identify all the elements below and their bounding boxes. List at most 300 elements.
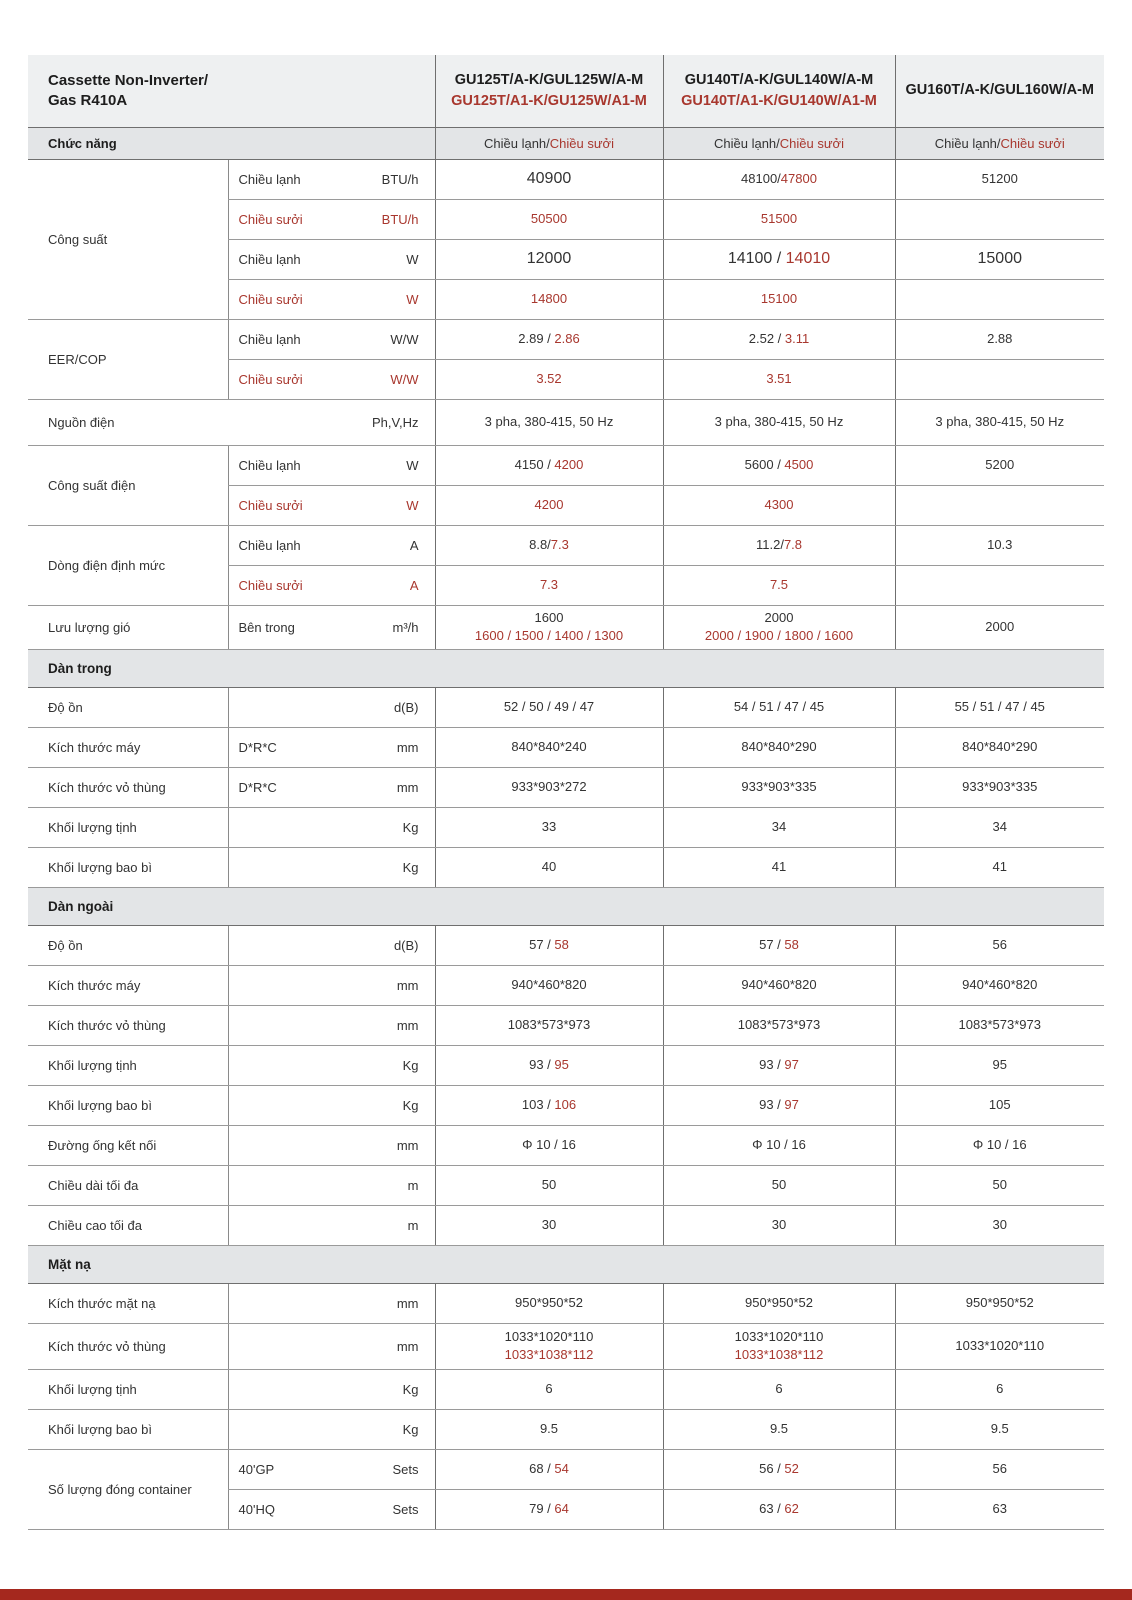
value-text: 5200 — [985, 457, 1015, 473]
model-1-variant: GU125T/A1-K/GU125W/A1-M — [451, 92, 647, 109]
value-text-heating: 50500 — [530, 211, 568, 227]
value-cell-model-1 — [435, 687, 663, 727]
value-cell-model-3 — [895, 1489, 1104, 1529]
row-label: Độ ồn — [28, 687, 228, 727]
value-line — [436, 330, 663, 348]
value-line — [436, 210, 663, 228]
value-text-heating: 7.8 — [783, 537, 803, 553]
function-value-3 — [895, 127, 1104, 159]
value-text-heating: 7.3 — [539, 577, 559, 593]
value-line — [436, 290, 663, 308]
value-text: 55 / 51 / 47 / 45 — [954, 699, 1045, 715]
value-line — [664, 370, 895, 388]
row-sublabel: D*R*C — [238, 779, 277, 795]
row-sublabel: Chiều sưởi — [238, 577, 303, 593]
row-sublabel-unit — [228, 965, 435, 1005]
value-text: 1033*1020*110 — [734, 1329, 824, 1345]
table-row — [28, 1409, 1104, 1449]
row-label: EER/COP — [28, 319, 228, 399]
table-row — [28, 399, 1104, 445]
value-text: 48100/ — [741, 171, 781, 187]
value-line — [896, 936, 1105, 954]
value-cell-model-1 — [435, 485, 663, 525]
value-cell-model-1 — [435, 199, 663, 239]
value-cell-model-2 — [663, 159, 895, 199]
row-sublabel: Chiều sưởi — [238, 497, 303, 513]
row-label — [28, 399, 435, 445]
value-text: 933*903*272 — [511, 779, 587, 795]
value-line — [664, 976, 895, 994]
value-line — [896, 248, 1105, 270]
value-line — [664, 818, 895, 836]
value-line — [436, 698, 663, 716]
row-label: Kích thước vỏ thùng — [28, 1323, 228, 1369]
model-3-name: GU160T/A-K/GUL160W/A-M — [905, 82, 1095, 99]
value-cell-model-3 — [895, 727, 1104, 767]
row-sublabel-unit — [228, 359, 435, 399]
value-cell-model-3 — [895, 1205, 1104, 1245]
section-header-row — [28, 649, 1104, 687]
value-line — [896, 1136, 1105, 1154]
value-text: 950*950*52 — [745, 1295, 813, 1311]
row-sublabel-unit — [228, 1449, 435, 1489]
row-unit: Kg — [402, 1421, 419, 1437]
value-text: 93 / — [529, 1057, 555, 1073]
value-cell-model-1 — [435, 525, 663, 565]
value-cell-model-3 — [895, 485, 1104, 525]
row-unit: W — [406, 457, 419, 473]
value-text: 2000 — [985, 619, 1015, 635]
value-text-heating: 2000 / 1900 / 1800 / 1600 — [704, 628, 854, 643]
value-cell-model-1 — [435, 1045, 663, 1085]
value-line — [436, 248, 663, 270]
value-cell-model-1 — [435, 965, 663, 1005]
row-sublabel-unit — [228, 925, 435, 965]
row-label: Đường ống kết nối — [28, 1125, 228, 1165]
row-sublabel-unit — [228, 1323, 435, 1369]
value-text: 933*903*335 — [962, 779, 1038, 795]
value-text: 933*903*335 — [741, 779, 817, 795]
row-label-text: Nguồn điện — [48, 414, 115, 430]
value-cell-model-2 — [663, 485, 895, 525]
value-line — [896, 1016, 1105, 1034]
value-text: 1083*573*973 — [958, 1017, 1041, 1033]
value-line — [896, 1176, 1105, 1194]
value-line — [896, 1216, 1105, 1234]
value-text: 940*460*820 — [511, 977, 587, 993]
row-unit: W/W — [390, 331, 419, 347]
value-cell-model-3 — [895, 925, 1104, 965]
value-cell-model-1 — [435, 1125, 663, 1165]
row-label: Khối lượng bao bì — [28, 847, 228, 887]
value-cell-model-1 — [435, 847, 663, 887]
section-header-label: Dàn ngoài — [28, 887, 1104, 925]
value-text: 1083*573*973 — [507, 1017, 591, 1033]
value-line — [664, 576, 895, 594]
row-unit: m³/h — [392, 619, 419, 635]
value-cell-model-1 — [435, 727, 663, 767]
function-cooling-label: Chiều lạnh/ — [714, 135, 780, 151]
value-cell-model-2 — [663, 399, 895, 445]
value-text: 6 — [996, 1381, 1004, 1397]
value-cell-model-2 — [663, 727, 895, 767]
value-text: 9.5 — [769, 1421, 789, 1437]
row-unit: d(B) — [393, 937, 419, 953]
value-text-heating: 62 — [784, 1501, 799, 1517]
row-unit: BTU/h — [381, 171, 419, 187]
value-text: 56 / — [759, 1461, 785, 1477]
value-text: 33 — [541, 819, 557, 835]
value-line — [896, 1380, 1105, 1398]
value-line — [664, 609, 895, 627]
value-line — [896, 330, 1105, 348]
function-heating-label: Chiều sưởi — [549, 135, 614, 151]
row-sublabel: 40'HQ — [238, 1501, 275, 1517]
value-line — [436, 627, 663, 645]
value-line — [664, 413, 895, 431]
value-cell-model-2 — [663, 925, 895, 965]
value-text: 68 / — [529, 1461, 555, 1477]
value-text-heating: 106 — [554, 1097, 577, 1113]
value-cell-model-1 — [435, 359, 663, 399]
row-sublabel: Bên trong — [238, 619, 295, 635]
table-row — [28, 1045, 1104, 1085]
value-text-heating: 1033*1038*112 — [734, 1347, 824, 1362]
row-sublabel: Chiều lạnh — [238, 251, 301, 267]
row-sublabel-unit — [228, 1005, 435, 1045]
row-sublabel: D*R*C — [238, 739, 277, 755]
value-line — [436, 818, 663, 836]
value-text: 52 / 50 / 49 / 47 — [503, 699, 595, 715]
value-cell-model-3 — [895, 1005, 1104, 1045]
value-line — [436, 976, 663, 994]
value-text: 56 — [992, 937, 1007, 953]
value-line — [436, 536, 663, 554]
value-line — [664, 330, 895, 348]
value-line — [436, 168, 663, 190]
row-sublabel-unit — [228, 525, 435, 565]
value-text-heating: 52 — [784, 1461, 799, 1477]
value-line — [896, 698, 1105, 716]
value-cell-model-1 — [435, 1205, 663, 1245]
value-cell-model-1 — [435, 1449, 663, 1489]
row-unit: mm — [396, 1017, 419, 1033]
value-cell-model-2 — [663, 1489, 895, 1529]
value-text: 2000 — [764, 610, 794, 626]
value-text: 14100 / — [727, 250, 786, 268]
row-unit: Kg — [402, 1057, 419, 1073]
value-text: Φ 10 / 16 — [752, 1137, 806, 1153]
row-sublabel: Chiều lạnh — [238, 171, 301, 187]
value-cell-model-1 — [435, 1165, 663, 1205]
value-line — [664, 698, 895, 716]
function-value-2 — [663, 127, 895, 159]
value-line — [664, 627, 895, 645]
value-cell-model-3 — [895, 1323, 1104, 1369]
row-sublabel-unit — [228, 445, 435, 485]
value-cell-model-1 — [435, 807, 663, 847]
row-unit: Kg — [402, 1097, 419, 1113]
value-line — [436, 1460, 663, 1478]
value-text: 840*840*290 — [962, 739, 1038, 755]
value-text: 12000 — [526, 250, 572, 268]
row-sublabel-unit — [228, 199, 435, 239]
value-text: 103 / — [521, 1097, 555, 1113]
row-unit: mm — [396, 1295, 419, 1311]
value-line — [436, 496, 663, 514]
value-line — [436, 1216, 663, 1234]
value-line — [664, 1346, 895, 1364]
value-line — [664, 1294, 895, 1312]
row-label: Chiều dài tối đa — [28, 1165, 228, 1205]
value-cell-model-3 — [895, 687, 1104, 727]
value-text: Φ 10 / 16 — [522, 1137, 576, 1153]
row-label: Kích thước vỏ thùng — [28, 1005, 228, 1045]
value-line — [896, 1294, 1105, 1312]
value-text-heating: 3.52 — [536, 371, 562, 387]
value-text: 1083*573*973 — [737, 1017, 821, 1033]
section-header-row — [28, 887, 1104, 925]
value-text: 4150 / — [514, 457, 555, 473]
row-unit: Ph,V,Hz — [372, 414, 419, 430]
table-row — [28, 925, 1104, 965]
model-2-variant: GU140T/A1-K/GU140W/A1-M — [681, 92, 877, 109]
value-cell-model-3 — [895, 1283, 1104, 1323]
value-cell-model-3 — [895, 1409, 1104, 1449]
value-text: 2.88 — [987, 331, 1013, 347]
value-text: 1600 — [534, 610, 564, 626]
value-text-heating: 3.51 — [766, 371, 792, 387]
value-cell-model-3 — [895, 399, 1104, 445]
value-text: 6 — [775, 1381, 783, 1397]
row-sublabel-unit — [228, 847, 435, 887]
row-label: Khối lượng tịnh — [28, 1045, 228, 1085]
value-line — [436, 1420, 663, 1438]
value-cell-model-3 — [895, 965, 1104, 1005]
value-text: 8.8/ — [529, 537, 551, 553]
product-title-line2: Gas R410A — [48, 91, 128, 109]
value-line — [436, 1346, 663, 1364]
model-1-name: GU125T/A-K/GUL125W/A-M — [454, 71, 644, 88]
value-line — [436, 609, 663, 627]
value-cell-model-2 — [663, 1085, 895, 1125]
value-line — [436, 1380, 663, 1398]
value-cell-model-1 — [435, 159, 663, 199]
row-unit: mm — [396, 1338, 419, 1354]
row-unit: mm — [396, 779, 419, 795]
value-text-heating: 7.5 — [769, 577, 789, 593]
row-unit: mm — [396, 739, 419, 755]
value-text-heating: 14800 — [530, 291, 568, 307]
row-label: Kích thước mặt nạ — [28, 1283, 228, 1323]
value-text: Φ 10 / 16 — [972, 1137, 1027, 1153]
value-text: 34 — [992, 819, 1007, 835]
row-unit: Kg — [402, 1381, 419, 1397]
section-header-label: Dàn trong — [28, 649, 1104, 687]
row-label: Chiều cao tối đa — [28, 1205, 228, 1245]
value-cell-model-3 — [895, 565, 1104, 605]
value-text-heating: 58 — [784, 937, 799, 953]
row-unit: W — [406, 251, 419, 267]
row-sublabel: Chiều lạnh — [238, 537, 301, 553]
value-cell-model-2 — [663, 605, 895, 649]
value-text: 5600 / — [744, 457, 785, 473]
row-sublabel-unit — [228, 159, 435, 199]
value-line — [896, 536, 1105, 554]
value-line — [664, 456, 895, 474]
value-text: 57 / — [529, 937, 555, 953]
value-cell-model-1 — [435, 565, 663, 605]
table-row — [28, 1449, 1104, 1489]
row-sublabel-unit — [228, 1369, 435, 1409]
value-line — [436, 413, 663, 431]
row-sublabel-unit — [228, 1165, 435, 1205]
value-text: 41 — [771, 859, 787, 875]
row-sublabel-unit — [228, 1085, 435, 1125]
value-cell-model-2 — [663, 1005, 895, 1045]
value-line — [896, 1460, 1105, 1478]
value-line — [664, 248, 895, 270]
table-row — [28, 1085, 1104, 1125]
value-cell-model-3 — [895, 359, 1104, 399]
value-line — [664, 1500, 895, 1518]
value-line — [664, 778, 895, 796]
value-text-heating: 7.3 — [550, 537, 569, 553]
row-sublabel-unit — [228, 319, 435, 359]
value-line — [896, 818, 1105, 836]
value-cell-model-2 — [663, 1045, 895, 1085]
table-row — [28, 847, 1104, 887]
value-line — [664, 1328, 895, 1346]
value-cell-model-1 — [435, 605, 663, 649]
value-cell-model-3 — [895, 1449, 1104, 1489]
value-text: 50 — [771, 1177, 787, 1193]
value-text-heating: 97 — [784, 1097, 799, 1113]
row-sublabel-unit — [228, 1283, 435, 1323]
table-row — [28, 727, 1104, 767]
value-line — [896, 1096, 1105, 1114]
row-label: Dòng điện định mức — [28, 525, 228, 605]
table-row — [28, 159, 1104, 199]
value-line — [896, 738, 1105, 756]
section-header-label: Mặt nạ — [28, 1245, 1104, 1283]
row-sublabel-unit — [228, 767, 435, 807]
value-cell-model-3 — [895, 525, 1104, 565]
value-text: 15000 — [977, 250, 1022, 268]
table-row — [28, 1283, 1104, 1323]
function-heating-label: Chiều sưởi — [779, 135, 844, 151]
value-line — [436, 858, 663, 876]
value-text: 57 / — [759, 937, 785, 953]
row-unit: Sets — [392, 1501, 419, 1517]
function-row — [28, 127, 1104, 159]
value-text: 63 — [992, 1501, 1007, 1517]
value-text-heating: 3.11 — [784, 331, 810, 347]
value-line — [436, 1056, 663, 1074]
value-line — [436, 1016, 663, 1034]
row-unit: A — [409, 577, 419, 593]
value-text-heating: 4200 — [554, 457, 584, 473]
row-label: Lưu lượng gió — [28, 605, 228, 649]
value-line — [664, 1420, 895, 1438]
value-text: 40 — [541, 859, 557, 875]
value-line — [664, 1096, 895, 1114]
value-cell-model-2 — [663, 687, 895, 727]
value-line — [664, 738, 895, 756]
value-text: 940*460*820 — [962, 977, 1038, 993]
value-cell-model-1 — [435, 1005, 663, 1045]
value-text-heating: 47800 — [780, 171, 817, 187]
model-2-name: GU140T/A-K/GUL140W/A-M — [684, 71, 874, 88]
value-text: 10.3 — [987, 537, 1013, 553]
row-sublabel-unit — [228, 279, 435, 319]
value-cell-model-2 — [663, 965, 895, 1005]
value-line — [436, 456, 663, 474]
value-cell-model-3 — [895, 1085, 1104, 1125]
value-line — [896, 858, 1105, 876]
table-row — [28, 1005, 1104, 1045]
row-sublabel-unit — [228, 727, 435, 767]
table-row — [28, 319, 1104, 359]
value-line — [436, 1500, 663, 1518]
row-sublabel: Chiều sưởi — [238, 291, 303, 307]
value-text: 30 — [541, 1217, 557, 1233]
value-text: 40900 — [526, 170, 572, 188]
value-text-heating: 1033*1038*112 — [504, 1347, 594, 1362]
value-text: 840*840*290 — [741, 739, 817, 755]
value-cell-model-3 — [895, 1369, 1104, 1409]
value-cell-model-1 — [435, 239, 663, 279]
value-cell-model-2 — [663, 359, 895, 399]
table-row — [28, 687, 1104, 727]
function-label: Chức năng — [28, 127, 435, 159]
product-title-line1: Cassette Non-Inverter/ — [48, 71, 209, 89]
row-label: Công suất điện — [28, 445, 228, 525]
value-text: 95 — [992, 1057, 1007, 1073]
value-cell-model-1 — [435, 279, 663, 319]
value-line — [664, 858, 895, 876]
row-sublabel-unit — [228, 1409, 435, 1449]
value-cell-model-1 — [435, 1283, 663, 1323]
table-row — [28, 525, 1104, 565]
row-unit: W — [406, 497, 419, 513]
value-line — [664, 496, 895, 514]
value-text: 63 / — [759, 1501, 785, 1517]
row-unit: m — [407, 1177, 419, 1193]
footer-accent-bar — [0, 1589, 1132, 1600]
value-cell-model-2 — [663, 279, 895, 319]
value-text: 50 — [992, 1177, 1007, 1193]
value-text: 30 — [771, 1217, 787, 1233]
row-label: Công suất — [28, 159, 228, 319]
value-line — [664, 1460, 895, 1478]
value-text: 9.5 — [990, 1421, 1009, 1437]
value-text-heating: 4300 — [764, 497, 794, 513]
value-cell-model-3 — [895, 445, 1104, 485]
row-sublabel: 40'GP — [238, 1461, 275, 1477]
row-label: Số lượng đóng container — [28, 1449, 228, 1529]
value-text-heating: 4200 — [534, 497, 564, 513]
value-text: 79 / — [529, 1501, 555, 1517]
value-cell-model-1 — [435, 399, 663, 445]
value-text: 93 / — [759, 1057, 785, 1073]
value-cell-model-3 — [895, 807, 1104, 847]
value-line — [896, 1056, 1105, 1074]
value-text: 34 — [771, 819, 787, 835]
value-text: 93 / — [759, 1097, 785, 1113]
value-cell-model-1 — [435, 1085, 663, 1125]
model-header-3 — [895, 55, 1104, 127]
